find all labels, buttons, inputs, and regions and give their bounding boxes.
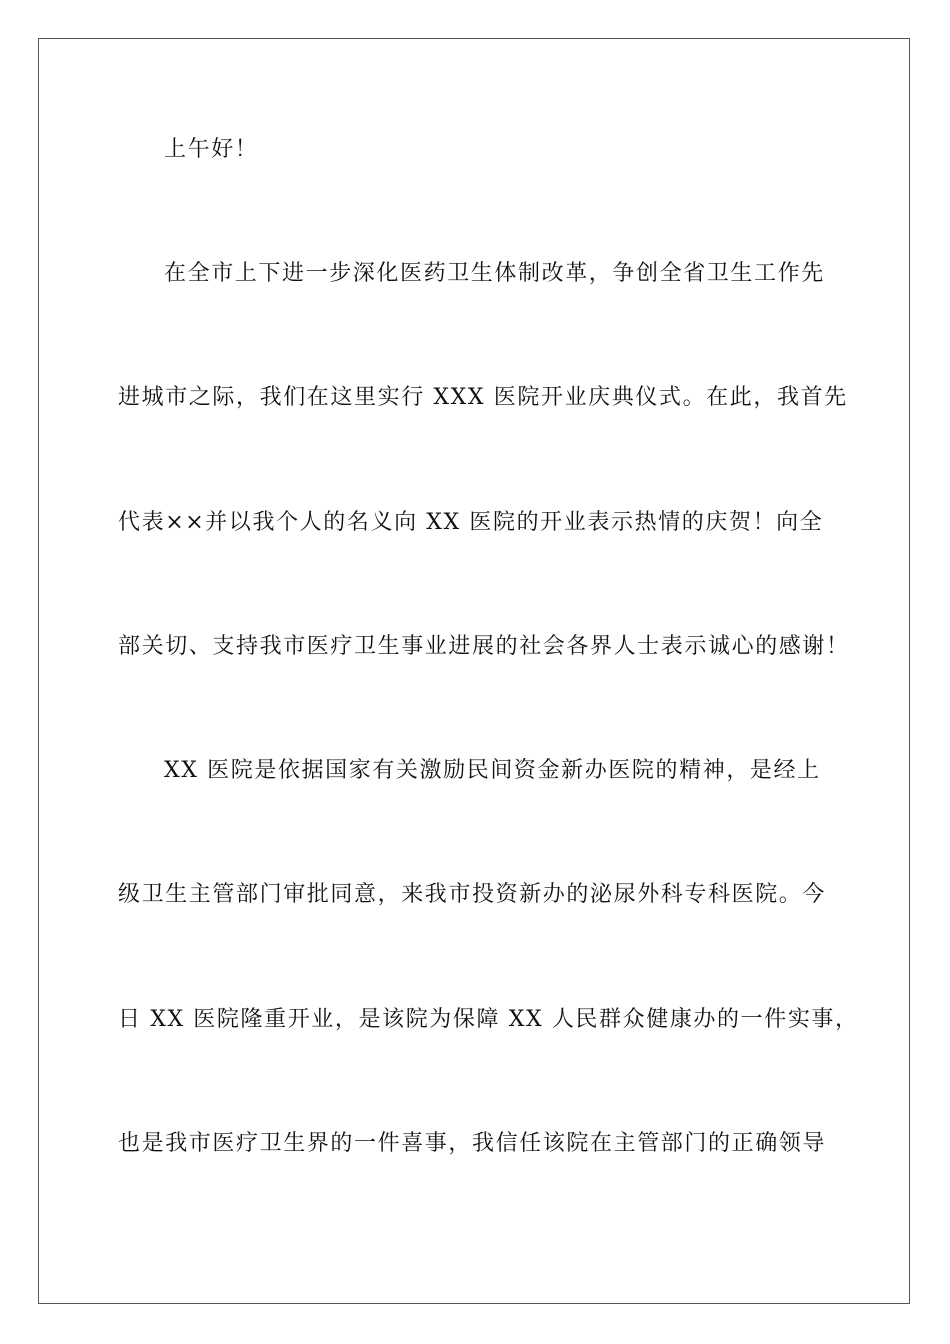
- paragraph-2-line-1: XX 医院是依据国家有关激励民间资金新办医院的精神，是经上: [164, 758, 821, 783]
- paragraph-2-line-4: 也是我市医疗卫生界的一件喜事，我信任该院在主管部门的正确领导: [118, 1131, 827, 1156]
- paragraph-1-line-3: 代表××并以我个人的名义向 XX 医院的开业表示热情的庆贺！向全: [118, 510, 824, 535]
- paragraph-2-line-3: 日 XX 医院隆重开业，是该院为保障 XX 人民群众健康办的一件实事，: [118, 1007, 859, 1032]
- paragraph-1-line-1: 在全市上下进一步深化医药卫生体制改革，争创全省卫生工作先: [164, 261, 825, 286]
- greeting-line: 上午好！: [164, 137, 259, 162]
- page-border: [38, 38, 910, 1304]
- paragraph-1-line-2: 进城市之际，我们在这里实行 XXX 医院开业庆典仪式。在此，我首先: [118, 385, 848, 410]
- paragraph-2-line-2: 级卫生主管部门审批同意，来我市投资新办的泌尿外科专科医院。今: [118, 882, 827, 907]
- paragraph-1-line-4: 部关切、支持我市医疗卫生事业进展的社会各界人士表示诚心的感谢！: [118, 634, 850, 659]
